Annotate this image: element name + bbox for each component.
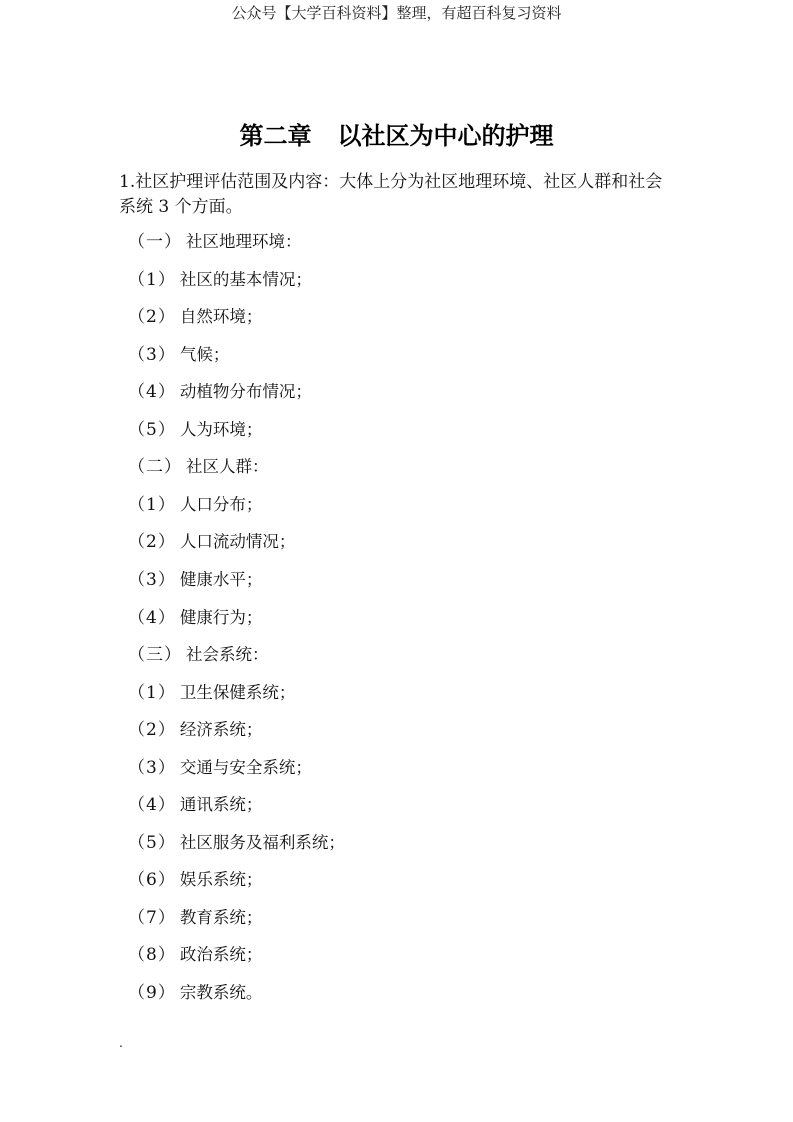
item-text: 社区人群：: [186, 457, 269, 477]
item-number: （1）: [128, 494, 176, 515]
item-number: （9）: [128, 983, 176, 1003]
item-text: 自然环境；: [179, 307, 263, 327]
intro-paragraph: 1.社区护理评估范围及内容：大体上分为社区地理环境、社区人群和社会系统 3 个方面。: [119, 172, 663, 217]
item-text: 社区服务及福利系统；: [179, 832, 345, 852]
item-text: 娱乐系统；: [179, 870, 263, 890]
item-text: 人口流动情况；: [179, 532, 296, 552]
list-item: [128, 493, 262, 517]
item-number: （4）: [128, 382, 176, 403]
list-item: [128, 681, 295, 705]
item-number: （4）: [128, 607, 176, 628]
item-text: 气候；: [179, 344, 230, 364]
list-item: [128, 643, 269, 667]
item-text: 动植物分布情况；: [179, 382, 312, 402]
item-number: （3）: [128, 344, 176, 365]
list-item: [128, 943, 262, 967]
item-number: （4）: [128, 795, 176, 816]
chapter-name: 以社区为中心的护理: [337, 122, 554, 150]
item-text: 交通与安全系统；: [179, 757, 312, 777]
item-text: 人口分布；: [179, 494, 263, 514]
item-text: 政治系统；: [179, 945, 263, 965]
item-number: （8）: [128, 945, 176, 966]
item-text: 通讯系统；: [179, 795, 263, 815]
list-item: [128, 568, 262, 592]
item-text: 教育系统；: [179, 907, 263, 927]
chapter-number: 第二章: [239, 122, 312, 150]
list-item: [128, 756, 312, 780]
list-item: [128, 906, 262, 930]
item-number: （1）: [128, 269, 176, 290]
list-item: [128, 305, 262, 329]
item-number: （6）: [128, 870, 176, 891]
item-number: （7）: [128, 907, 176, 928]
list-item: [128, 606, 262, 630]
item-number: （5）: [128, 419, 176, 440]
item-text: 宗教系统。: [179, 983, 263, 1002]
item-text: 健康水平；: [179, 570, 263, 589]
item-text: 卫生保健系统；: [179, 682, 296, 702]
list-item: [128, 455, 269, 479]
item-text: 社区的基本情况；: [179, 269, 312, 289]
item-text: 健康行为；: [179, 607, 263, 627]
item-text: 经济系统；: [179, 720, 263, 740]
list-item: [128, 831, 345, 855]
item-number: （3）: [128, 570, 176, 590]
item-number: （2）: [128, 307, 176, 328]
item-number: （三）: [128, 645, 182, 665]
list-item: [128, 230, 302, 254]
list-item: [128, 343, 229, 367]
list-item: [128, 380, 312, 404]
item-number: （5）: [128, 832, 176, 853]
page-title: [0, 120, 793, 152]
item-number: （一）: [128, 232, 182, 252]
item-text: 社区地理环境：: [186, 232, 302, 251]
item-number: （1）: [128, 682, 176, 703]
list-item: [128, 530, 295, 554]
item-text: 社会系统：: [186, 645, 269, 664]
list-item: [128, 418, 262, 442]
list-item: [128, 868, 262, 892]
header-note: 公众号【大学百科资料】整理，有超百科复习资料: [231, 4, 562, 22]
item-text: 人为环境；: [179, 419, 263, 439]
list-item: [128, 268, 312, 292]
item-number: （2）: [128, 720, 176, 741]
footer-mark: .: [119, 1036, 123, 1050]
item-number: （3）: [128, 757, 176, 778]
list-item: [128, 793, 262, 817]
list-item: [128, 718, 262, 742]
item-number: （二）: [128, 457, 182, 478]
item-number: （2）: [128, 532, 176, 553]
list-item: [128, 981, 262, 1005]
